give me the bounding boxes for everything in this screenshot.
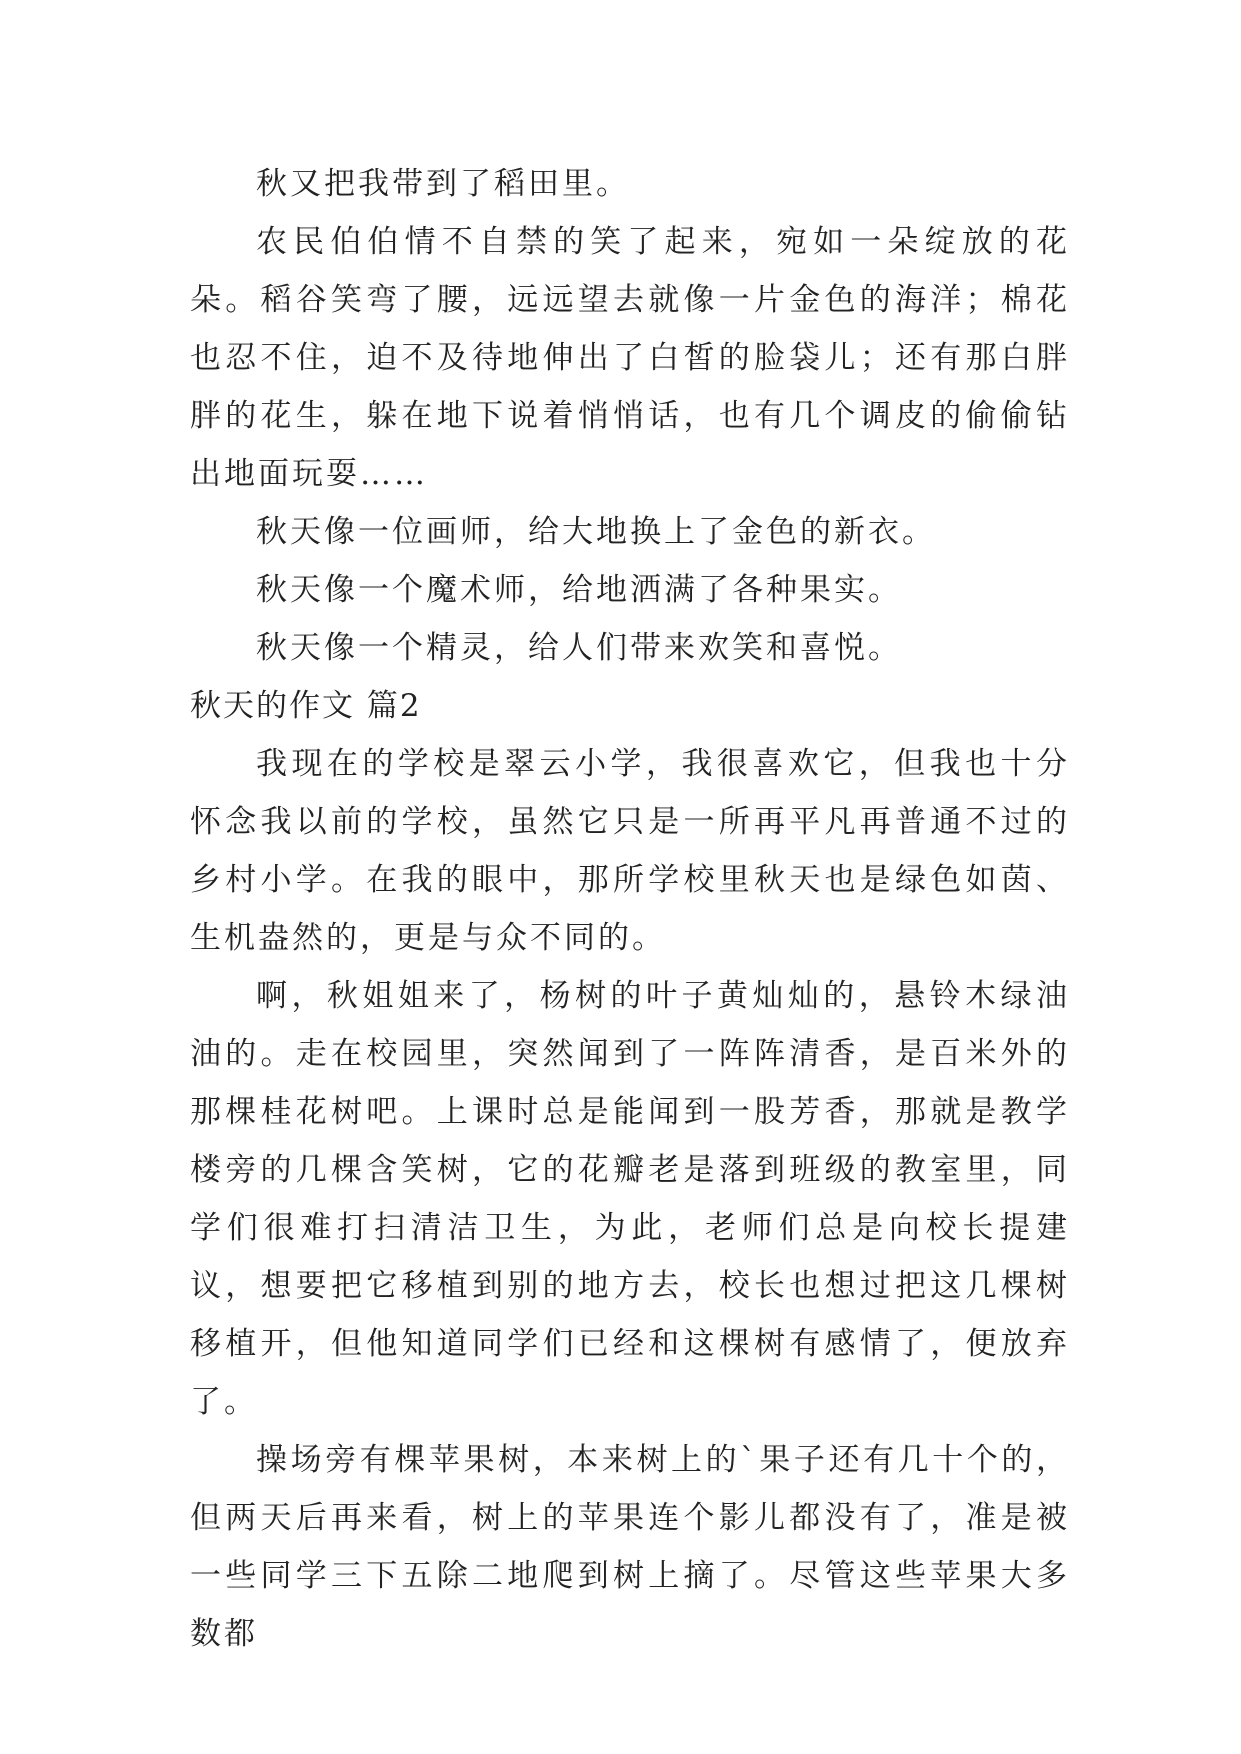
paragraph-spirit: 秋天像一个精灵，给人们带来欢笑和喜悦。 (256, 630, 902, 666)
paragraph-autumn-sister: 啊，秋姐姐来了，杨树的叶子黄灿灿的，悬铃木绿油油的。走在校园里，突然闻到了一阵阵清香，是百米外的那棵桂花树吧。上课时总是能闻到一股芳香，那就是教学楼旁的几棵含笑树，它的花瓣老是落到班级的教室里，同学们很难打扫清洁卫生，为此，老师们总是向校长提建议，想要把它移植到别的地方去，校长也想过把这几棵树移植开，但他知道同学们已经和这棵树有感情了，便放弃了。 (190, 978, 1070, 1420)
section-heading: 秋天的作文 篇2 (190, 688, 422, 724)
paragraph-rice-field: 秋又把我带到了稻田里。 (256, 166, 630, 202)
document-body (190, 155, 1070, 1663)
paragraph-farmers: 农民伯伯情不自禁的笑了起来，宛如一朵绽放的花朵。稻谷笑弯了腰，远远望去就像一片金色的海洋；棉花也忍不住，迫不及待地伸出了白皙的脸袋儿；还有那白胖胖的花生，躲在地下说着悄悄话，也有几个调皮的偷偷钻出地面玩耍…… (190, 224, 1070, 492)
paragraph-apple-tree: 操场旁有棵苹果树，本来树上的`果子还有几十个的，但两天后再来看，树上的苹果连个影儿都没有了，准是被一些同学三下五除二地爬到树上摘了。尽管这些苹果大多数都 (190, 1442, 1070, 1652)
paragraph-magician: 秋天像一个魔术师，给地洒满了各种果实。 (256, 572, 902, 608)
paragraph-painter: 秋天像一位画师，给大地换上了金色的新衣。 (256, 514, 936, 550)
paragraph-school: 我现在的学校是翠云小学，我很喜欢它，但我也十分怀念我以前的学校，虽然它只是一所再平凡再普通不过的乡村小学。在我的眼中，那所学校里秋天也是绿色如茵、生机盎然的，更是与众不同的。 (190, 746, 1070, 956)
